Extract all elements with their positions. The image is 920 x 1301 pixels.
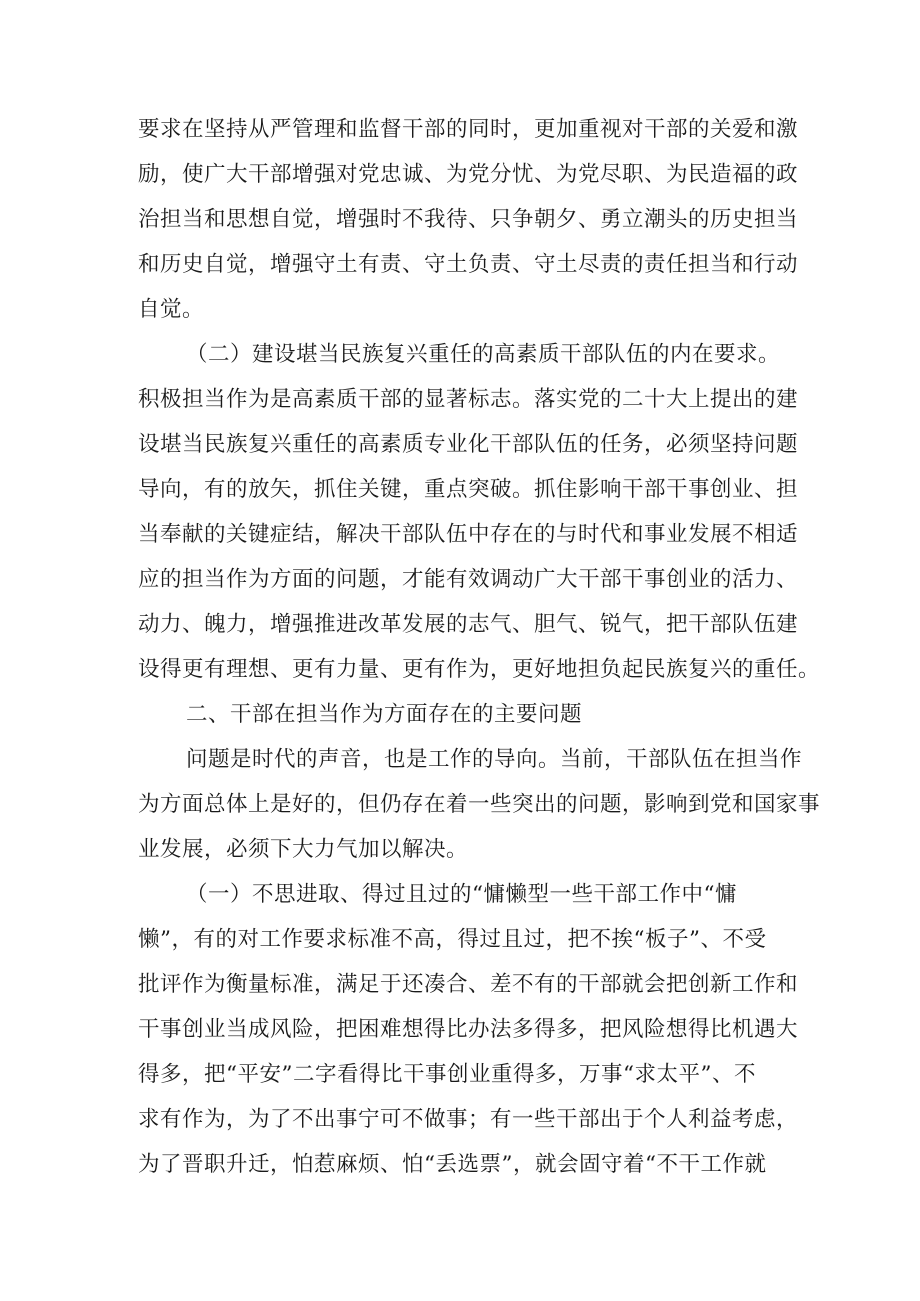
section-heading: 二、干部在担当作为方面存在的主要问题 — [186, 702, 583, 727]
body-text-line: 励，使广大干部增强对党忠诚、为党分忧、为党尽职、为民造福的政 — [138, 162, 799, 187]
body-text-line: 求有作为，为了不出事宁可不做事；有一些干部出于个人利益考虑， — [138, 1107, 799, 1132]
body-text-line: 导向，有的放矢，抓住关键，重点突破。抓住影响干部干事创业、担 — [138, 477, 799, 502]
body-text-line: 和历史自觉，增强守土有责、守土负责、守土尽责的责任担当和行动 — [138, 252, 799, 277]
body-text-line: 设得更有理想、更有力量、更有作为，更好地担负起民族复兴的重任。 — [138, 657, 821, 682]
body-text-line: 得多，把“平安”二字看得比干事创业重得多，万事“求太平”、不 — [138, 1062, 756, 1087]
body-text-line: 懒”，有的对工作要求标准不高，得过且过，把不挨“板子”、不受 — [138, 927, 767, 952]
section-heading: （二）建设堪当民族复兴重任的高素质干部队伍的内在要求。 — [186, 342, 781, 367]
body-text-line: 要求在坚持从严管理和监督干部的同时，更加重视对干部的关爱和激 — [138, 117, 799, 142]
body-text-line: 为了晋职升迁，怕惹麻烦、怕“丢选票”，就会固守着“不干工作就 — [138, 1152, 767, 1177]
body-text-line: 应的担当作为方面的问题，才能有效调动广大干部干事创业的活力、 — [138, 567, 799, 592]
body-text-line: 为方面总体上是好的，但仍存在着一些突出的问题，影响到党和国家事 — [138, 792, 821, 817]
body-text-line: 治担当和思想自觉，增强时不我待、只争朝夕、勇立潮头的历史担当 — [138, 207, 799, 232]
body-text-line: 问题是时代的声音，也是工作的导向。当前，干部队伍在担当作 — [186, 747, 803, 772]
body-text-line: 积极担当作为是高素质干部的显著标志。落实党的二十大上提出的建 — [138, 387, 799, 412]
subsection-heading: （一）不思进取、得过且过的“慵懒型一些干部工作中“慵 — [186, 882, 737, 907]
body-text-line: 业发展，必须下大力气加以解决。 — [138, 837, 469, 862]
body-text-line: 自觉。 — [138, 297, 205, 322]
body-text-line: 动力、魄力，增强推进改革发展的志气、胆气、锐气，把干部队伍建 — [138, 612, 799, 637]
body-text-line: 当奉献的关键症结，解决干部队伍中存在的与时代和事业发展不相适 — [138, 522, 799, 547]
body-text-line: 设堪当民族复兴重任的高素质专业化干部队伍的任务，必须坚持问题 — [138, 432, 799, 457]
body-text-line: 干事创业当成风险，把困难想得比办法多得多，把风险想得比机遇大 — [138, 1017, 799, 1042]
body-text-line: 批评作为衡量标准，满足于还凑合、差不有的干部就会把创新工作和 — [138, 972, 799, 997]
